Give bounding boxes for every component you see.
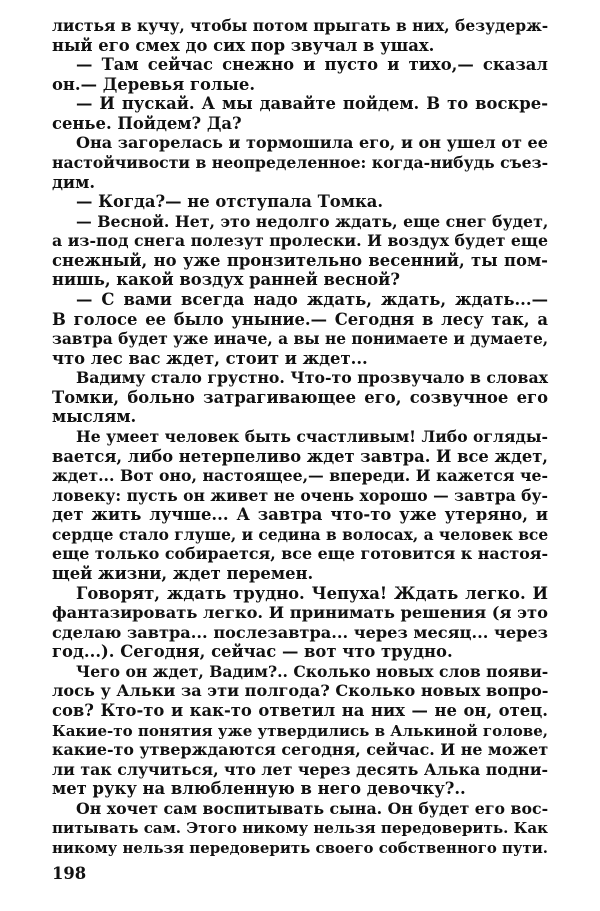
text-line: ловеку: пусть он живет не очень хорошо — завтра бу- bbox=[52, 486, 548, 505]
text-line: дет жить лучше... А завтра что-то уже утеряно, и bbox=[52, 505, 548, 524]
text-line: сердце стало глуше, и седина в волосах, а человек все bbox=[52, 526, 549, 544]
text-line: нишь, какой воздух ранней весной? bbox=[52, 270, 400, 289]
text-line: мет руку на влюбленную в него девочку?.. bbox=[52, 779, 466, 798]
text-line: дим. bbox=[52, 173, 96, 192]
text-line: он.— Деревья голые. bbox=[52, 75, 256, 94]
text-line: Чего он ждет, Вадим?.. Сколько новых слов появи- bbox=[76, 662, 549, 681]
page-number: 198 bbox=[52, 864, 87, 883]
text-line: сенье. Пойдем? Да? bbox=[52, 114, 242, 133]
text-line: ли так случиться, что лет через десять Алька подни- bbox=[52, 760, 549, 779]
text-line: мыслям. bbox=[52, 407, 137, 426]
text-line: год...). Сегодня, сейчас — вот что трудно. bbox=[52, 642, 453, 661]
text-line: какие-то утверждаются сегодня, сейчас. И не может bbox=[52, 740, 549, 759]
text-line: Какие-то понятия уже утвердились в Алькиной голове, bbox=[52, 722, 549, 740]
text-line: Он хочет сам воспитывать сына. Он будет его вос- bbox=[76, 799, 549, 818]
text-line: — Там сейчас снежно и пусто и тихо,— сказал bbox=[76, 55, 548, 74]
text-line: сов? Кто-то и как-то ответил на них — не он, отец. bbox=[52, 701, 548, 720]
text-line: что лес вас ждет, стоит и ждет... bbox=[52, 349, 368, 368]
text-line: сделаю завтра... послезавтра... через месяц... через bbox=[52, 623, 548, 642]
text-line: Не умеет человек быть счастливым! Либо огляды- bbox=[76, 427, 549, 446]
text-line: фантазировать легко. И принимать решения (я это bbox=[52, 603, 548, 622]
text-line: В голосе ее было уныние.— Сегодня в лесу так, а bbox=[52, 310, 548, 329]
text-line: лось у Альки за эти полгода? Сколько новых вопро- bbox=[52, 681, 549, 700]
text-line: а из-под снега полезут пролески. И воздух будет еще bbox=[52, 231, 549, 250]
text-line: завтра будет уже иначе, а вы не понимаете и думаете, bbox=[52, 330, 549, 348]
text-line: — Когда?— не отступала Томка. bbox=[76, 192, 384, 211]
text-line: — С вами всегда надо ждать, ждать, ждать...— bbox=[76, 290, 548, 309]
text-line: Говорят, ждать трудно. Чепуха! Ждать легко. И bbox=[76, 584, 548, 603]
text-line: Томки, больно затрагивающее его, созвучное его bbox=[52, 388, 548, 407]
text-line: никому нельзя передоверить своего собственного пути. bbox=[52, 839, 548, 857]
text-line: — И пускай. А мы давайте пойдем. В то воскре- bbox=[76, 94, 548, 113]
text-line: листья в кучу, чтобы потом прыгать в них, безудерж- bbox=[52, 16, 549, 35]
text-line: снежный, но уже пронзительно весенний, ты пом- bbox=[52, 251, 548, 270]
text-line: Она загорелась и тормошила его, и он ушел от ее bbox=[76, 133, 548, 152]
text-line: еще только собирается, все еще готовится к настоя- bbox=[52, 544, 549, 563]
text-line: Вадиму стало грустно. Что-то прозвучало в словах bbox=[76, 368, 548, 387]
text-line: настойчивости в неопределенное: когда-нибудь съез- bbox=[52, 153, 549, 172]
text-line: ждет... Вот оно, настоящее,— впереди. И кажется че- bbox=[52, 466, 548, 485]
text-line: щей жизни, ждет перемен. bbox=[52, 564, 314, 583]
text-line: ный его смех до сих пор звучал в ушах. bbox=[52, 36, 435, 55]
text-line: питывать сам. Этого никому нельзя передоверить. Как bbox=[52, 819, 549, 837]
text-line: вается, либо нетерпеливо ждет завтра. И все ждет, bbox=[52, 447, 548, 466]
text-line: — Весной. Нет, это недолго ждать, еще снег будет, bbox=[76, 212, 549, 231]
